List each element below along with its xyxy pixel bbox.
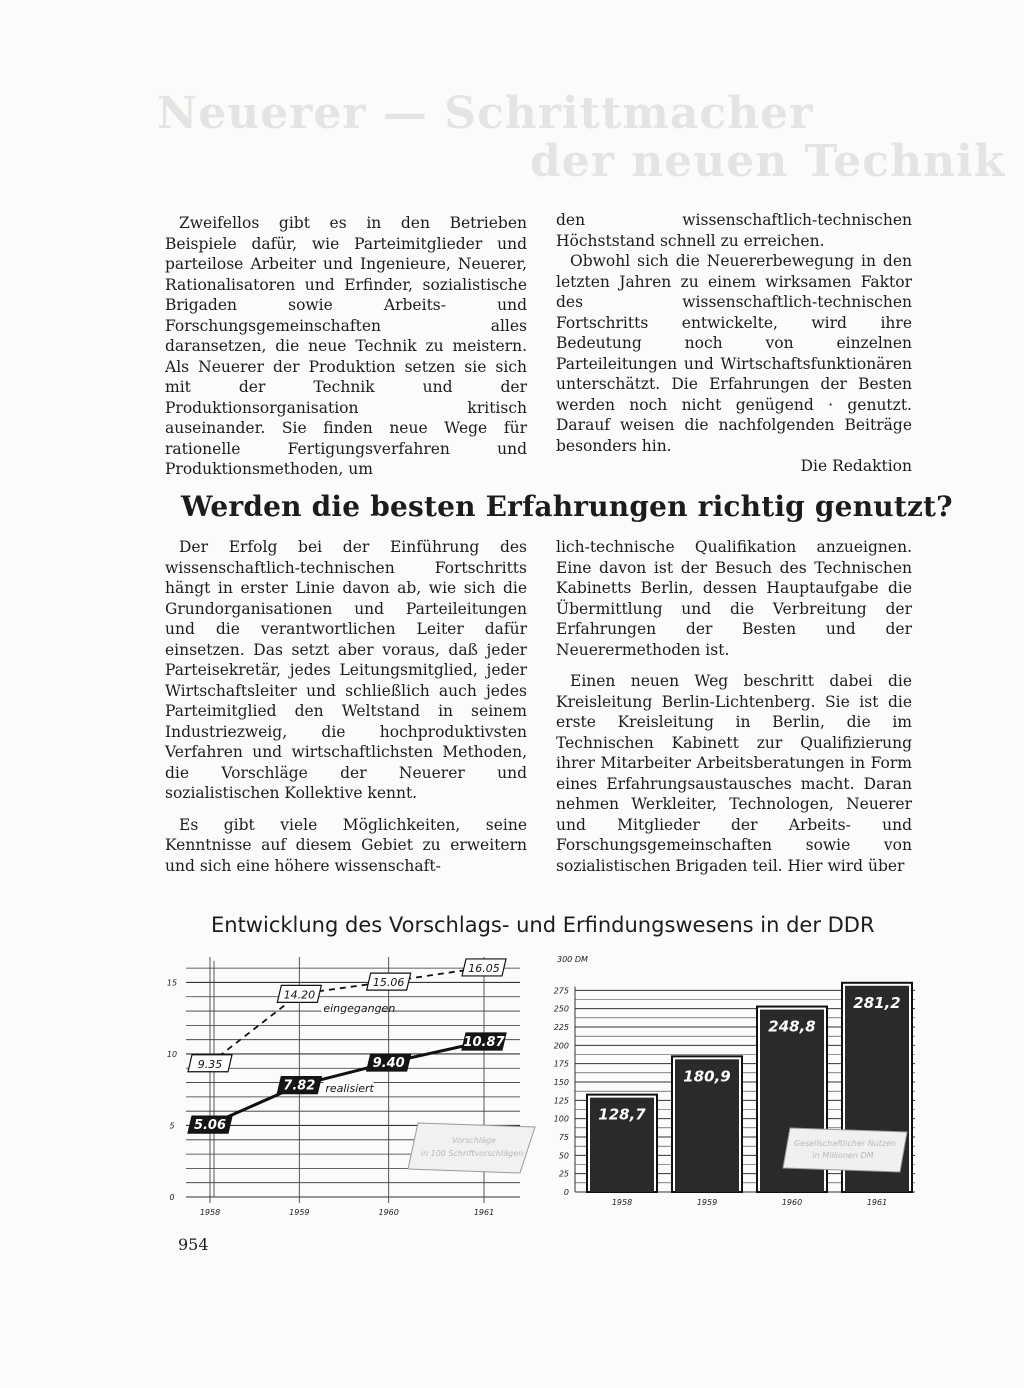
- data-label: 16.05: [468, 961, 500, 975]
- data-point: [367, 1054, 411, 1071]
- data-point: [367, 973, 411, 990]
- y-tick-label: 5: [169, 1121, 175, 1131]
- data-point: [277, 1077, 321, 1094]
- x-tick-label: 1958: [611, 1198, 633, 1207]
- article-column-right: [556, 537, 912, 876]
- legend-note-box: [783, 1128, 907, 1172]
- y-tick-label: 150: [553, 1078, 569, 1087]
- data-point: [277, 985, 321, 1002]
- bar-value-label: 281,2: [853, 993, 901, 1012]
- article-paragraph: Der Erfolg bei der Einführung des wissenschaftlich-technischen Fortschritts hängt in erster Linie davon ab, wie sich die Grundorganisationen und Parteileitungen und die verantwortlichen Leiter dafür einsetzen. Das setzt aber voraus, daß jeder Parteisekretär, jedes Leitungsmitglied, jeder Wirtschaftsleiter und schließlich auch jedes Parteimitglied den Weltstand in seinem Industriezweig, die hochproduktivsten Verfahren und wirtschaftlichsten Methoden, die Vorschläge der Neuerer und sozialistischen Kollektive kennt.: [165, 538, 527, 802]
- legend-note-line: Gesellschaftlicher Nutzen: [793, 1139, 897, 1148]
- data-label: 14.20: [283, 988, 316, 1002]
- data-label: 10.87: [463, 1035, 505, 1051]
- y-unit-label: 300 DM: [557, 955, 588, 964]
- x-tick-label: 1960: [378, 1208, 399, 1217]
- y-tick-label: 25: [558, 1169, 569, 1179]
- intro-paragraph: Obwohl sich die Neuererbewegung in den letzten Jahren zu einem wirksamen Faktor des wissenschaftlich-technischen Fortschritts entwickelte, wird ihre Bedeutung noch von einzelnen Parteileitungen und Wirtschaftsfunktionären unterschätzt. Die Erfahrungen der Besten werden noch nicht genügend · genutzt. Darauf weisen die nachfolgenden Beiträge besonders hin.: [556, 252, 912, 455]
- y-tick-label: 75: [558, 1133, 569, 1142]
- y-tick-label: 0: [169, 1193, 175, 1202]
- x-tick-label: 1959: [289, 1208, 310, 1217]
- y-tick-label: 275: [553, 986, 569, 996]
- bar-chart: [545, 950, 930, 1225]
- legend-note-box: [408, 1123, 535, 1173]
- title-line-1: Neuerer — Schrittmacher: [157, 88, 814, 139]
- data-label: 5.06: [193, 1118, 227, 1134]
- title-line-2: der neuen Technik: [530, 136, 1006, 187]
- data-point: [462, 1033, 506, 1050]
- data-label: 9.35: [197, 1057, 223, 1071]
- article-heading: Werden die besten Erfahrungen richtig genutzt?: [181, 490, 953, 523]
- intro-paragraph: Zweifellos gibt es in den Betrieben Beispiele dafür, wie Parteimitglieder und parteilose Arbeiter und Ingenieure, Neuerer, Rationalisatoren und Erfinder, sozialistische Brigaden sowie Arbeits- und Forschungsgemeinschaften alles daransetzen, die neue Technik zu meistern. Als Neuerer der Produktion setzen sie sich mit der Technik und der Produktionsorganisation kritisch auseinander. Sie finden neue Wege für rationelle Fertigungsverfahren und Produktionsmethoden, um: [165, 214, 527, 478]
- line-chart: [160, 955, 540, 1225]
- article-paragraph: Einen neuen Weg beschritt dabei die Kreisleitung Berlin-Lichtenberg. Sie ist die erste Kreisleitung in Berlin, die im Technischen Kabinett zur Qualifizierung ihrer Mitarbeiter Arbeitsberatungen in Form eines Erfahrungsaustausches macht. Daran nehmen Werkleiter, Technologen, Neuerer und Mitglieder der Arbeits- und Forschungsgemeinschaften sowie von sozialistischen Brigaden teil. Hier wird über: [556, 672, 912, 875]
- y-tick-label: 50: [558, 1151, 569, 1161]
- y-tick-label: 200: [553, 1041, 569, 1051]
- bar-value-label: 180,9: [683, 1067, 731, 1086]
- y-tick-label: 0: [563, 1188, 569, 1197]
- intro-column-right: [556, 210, 912, 477]
- page-number: 954: [178, 1235, 209, 1254]
- y-tick-label: 175: [553, 1059, 569, 1069]
- y-tick-label: 15: [166, 978, 178, 988]
- legend-note-line: in Millionen DM: [812, 1151, 874, 1160]
- bar-value-label: 128,7: [598, 1105, 646, 1124]
- intro-column-left: [165, 213, 527, 480]
- data-label: 7.82: [283, 1078, 316, 1094]
- x-tick-label: 1960: [781, 1198, 803, 1207]
- x-tick-label: 1961: [866, 1198, 888, 1207]
- intro-paragraph: den wissenschaftlich-technischen Höchststand schnell zu erreichen.: [556, 211, 912, 250]
- y-tick-label: 125: [553, 1096, 569, 1106]
- article-paragraph: Es gibt viele Möglichkeiten, seine Kenntnisse auf diesem Gebiet zu erweitern und sich eine höhere wissenschaft-: [165, 815, 527, 875]
- bar-value-label: 248,8: [768, 1017, 816, 1036]
- legend-note-line: Vorschläge: [452, 1136, 496, 1145]
- data-point: [462, 959, 506, 976]
- data-point: [188, 1055, 232, 1072]
- x-tick-label: 1959: [696, 1198, 718, 1207]
- y-tick-label: 225: [553, 1023, 569, 1032]
- figure-title: Entwicklung des Vorschlags- und Erfindungswesens in der DDR: [211, 913, 875, 937]
- x-tick-label: 1961: [473, 1208, 495, 1217]
- signature: Die Redaktion: [800, 457, 912, 475]
- series-name: realisiert: [325, 1082, 374, 1096]
- article-paragraph: lich-technische Qualifikation anzueignen. Eine davon ist der Besuch des Technischen Kabinetts Berlin, dessen Hauptaufgabe die Übermittlung und die Verbreitung der Erfahrungen der Besten und der Neuerermethoden ist.: [556, 538, 912, 659]
- series-name: eingegangen: [323, 1001, 396, 1015]
- y-tick-label: 250: [553, 1004, 569, 1014]
- data-label: 9.40: [372, 1056, 405, 1072]
- article-column-left: [165, 537, 527, 876]
- data-label: 15.06: [372, 976, 405, 990]
- y-tick-label: 10: [166, 1049, 178, 1059]
- y-tick-label: 100: [553, 1114, 569, 1124]
- legend-note: [783, 1128, 907, 1172]
- series-line: [210, 967, 484, 1063]
- legend-note-line: in 100 Schriftvorschlägen: [420, 1149, 524, 1158]
- data-point: [188, 1116, 232, 1133]
- x-tick-label: 1958: [199, 1208, 221, 1217]
- legend-note: [408, 1123, 535, 1173]
